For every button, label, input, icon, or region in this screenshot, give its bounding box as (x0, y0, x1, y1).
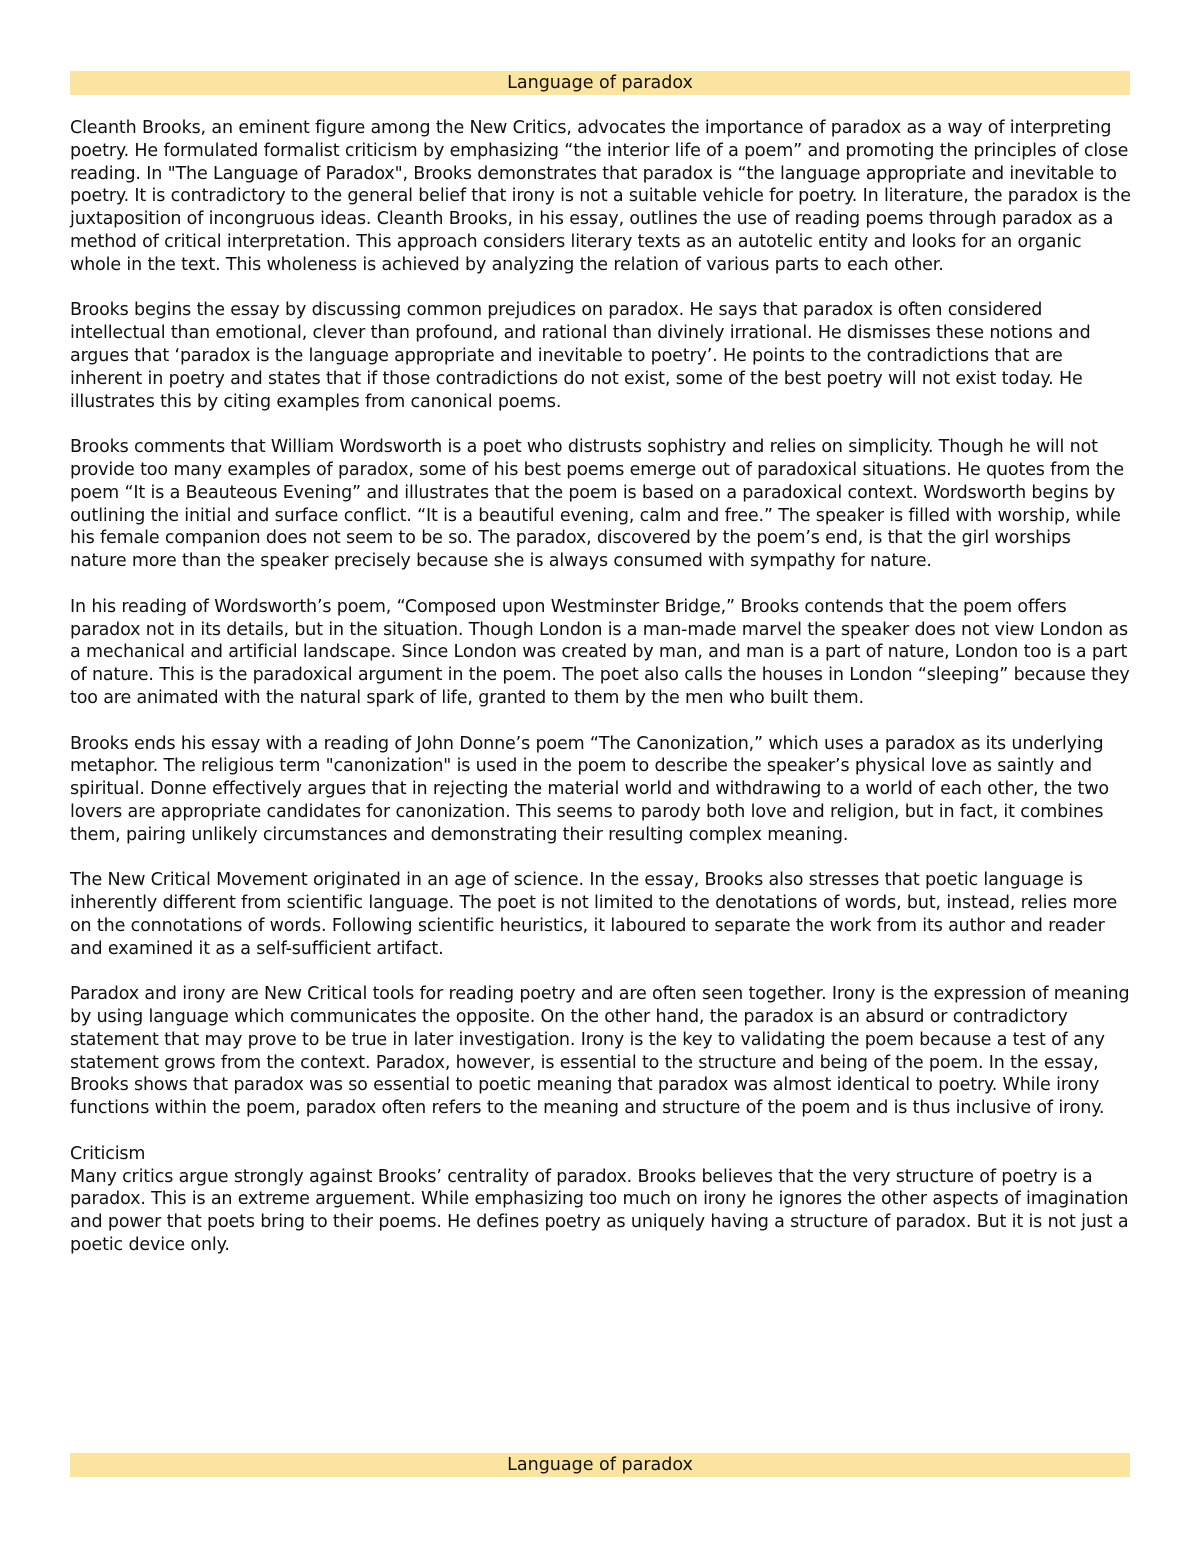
paragraph-paradox-irony: Paradox and irony are New Critical tools for reading poetry and are often seen together. Irony is the expression of meaning by using language which communicates the opposite. On the other hand, the paradox is an absurd or contradictory statement that may prove to be true in later investigation. Irony is the key to validating the poem because a test of any statement grows from the context. Paradox, however, is essential to the structure and being of the poem. In the essay, Brooks shows that paradox was so essential to poetic meaning that paradox was almost identical to poetry. While irony functions within the poem, paradox often refers to the meaning and structure of the poem and is thus inclusive of irony. (70, 984, 1130, 1119)
paragraph-criticism: Many critics argue strongly against Brooks’ centrality of paradox. Brooks believes that the very structure of poetry is a paradox. This is an extreme arguement. While emphasizing too much on irony he ignores the other aspects of imagination and power that poets bring to their poems. He defines poetry as uniquely having a structure of paradox. But it is not just a poetic device only. (70, 1166, 1129, 1256)
paragraph-canonization: Brooks ends his essay with a reading of John Donne’s poem “The Canonization,” which uses a paradox as its underlying metaphor. The religious term "canonization" is used in the poem to describe the speaker’s physical love as saintly and spiritual. Donne effectively argues that in rejecting the material world and withdrawing to a world of each other, the two lovers are appropriate candidates for canonization. This seems to parody both love and religion, but in fact, it combines them, pairing unlikely circumstances and demonstrating their resulting complex meaning. (70, 733, 1109, 845)
footer-title: Language of paradox (507, 1455, 693, 1475)
paragraph-prejudices: Brooks begins the essay by discussing common prejudices on paradox. He says that paradox is often considered intellectual than emotional, clever than profound, and rational than divinely irrational. He dismisses these notions and argues that ‘paradox is the language appropriate and inevitable to poetry’. He points to the contradictions that are inherent in poetry and states that if those contradictions do not exist, some of the best poetry will not exist today. He illustrates this by citing examples from canonical poems. (70, 300, 1091, 412)
paragraph-new-critical-movement: The New Critical Movement originated in an age of science. In the essay, Brooks also stresses that poetic language is inherently different from scientific language. The poet is not limited to the denotations of words, but, instead, relies more on the connotations of words. Following scientific heuristics, it laboured to separate the work from its author and reader and examined it as a self-sufficient artifact. (70, 870, 1118, 959)
paragraph-westminster-bridge: In his reading of Wordsworth’s poem, “Composed upon Westminster Bridge,” Brooks contends that the poem offers paradox not in its details, but in the situation. Though London is a man-made marvel the speaker does not view London as a mechanical and artificial landscape. Since London was created by man, and man is a part of nature, London too is a part of nature. This is the paradoxical argument in the poem. The poet also calls the houses in London “sleeping” because they too are animated with the natural spark of life, granted to them by the men who built them. (70, 596, 1130, 708)
footer-bar (70, 1453, 1130, 1477)
header-bar (70, 71, 1130, 95)
paragraph-wordsworth-evening: Brooks comments that William Wordsworth is a poet who distrusts sophistry and relies on simplicity. Though he will not provide too many examples of paradox, some of his best poems emerge out of paradoxical situations. He quotes from the poem “It is a Beauteous Evening” and illustrates that the poem is based on a paradoxical context. Wordsworth begins by outlining the initial and surface conflict. “It is a beautiful evening, calm and free.” The speaker is filled with worship, while his female companion does not seem to be so. The paradox, discovered by the poem’s end, is that the girl worships nature more than the speaker precisely because she is always consumed with sympathy for nature. (70, 437, 1124, 572)
paragraph-intro: Cleanth Brooks, an eminent figure among the New Critics, advocates the importance of paradox as a way of interpreting poetry. He formulated formalist criticism by emphasizing “the interior life of a poem” and promoting the principles of close reading. In "The Language of Paradox", Brooks demonstrates that paradox is “the language appropriate and inevitable to poetry. It is contradictory to the general belief that irony is not a suitable vehicle for poetry. In literature, the paradox is the juxtaposition of incongruous ideas. Cleanth Brooks, in his essay, outlines the use of reading poems through paradox as a method of critical interpretation. This approach considers literary texts as an autotelic entity and looks for an organic whole in the text. This wholeness is achieved by analyzing the relation of various parts to each other. (70, 118, 1131, 275)
header-title: Language of paradox (507, 73, 693, 93)
document-body (70, 117, 1132, 1280)
criticism-heading: Criticism (70, 1143, 146, 1164)
